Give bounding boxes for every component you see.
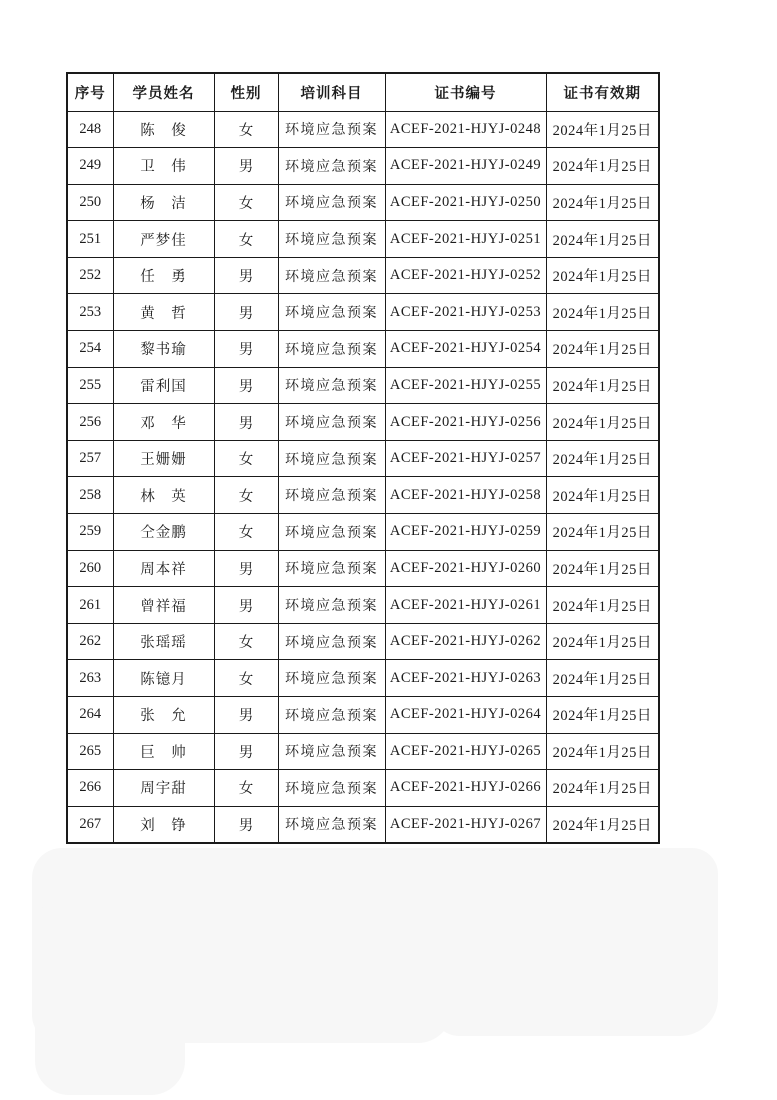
name-cell: 曾祥福 <box>113 587 214 624</box>
table-row <box>67 697 659 734</box>
cert-number-cell: ACEF-2021-HJYJ-0262 <box>385 623 546 660</box>
cert-number-cell: ACEF-2021-HJYJ-0252 <box>385 257 546 294</box>
cert-number-cell: ACEF-2021-HJYJ-0249 <box>385 148 546 185</box>
validity-cell: 2024年1月25日 <box>546 294 659 331</box>
cert-number-cell: ACEF-2021-HJYJ-0264 <box>385 697 546 734</box>
header-serial: 序号 <box>67 73 113 111</box>
header-validity: 证书有效期 <box>546 73 659 111</box>
table-row <box>67 623 659 660</box>
name-cell: 张瑶瑶 <box>113 623 214 660</box>
name-cell: 王姗姗 <box>113 440 214 477</box>
subject-cell: 环境应急预案 <box>278 550 385 587</box>
gender-cell: 女 <box>214 221 278 258</box>
subject-cell: 环境应急预案 <box>278 623 385 660</box>
validity-cell: 2024年1月25日 <box>546 514 659 551</box>
name-cell: 卫 伟 <box>113 148 214 185</box>
subject-cell: 环境应急预案 <box>278 294 385 331</box>
serial-cell: 265 <box>67 733 113 770</box>
validity-cell: 2024年1月25日 <box>546 257 659 294</box>
subject-cell: 环境应急预案 <box>278 587 385 624</box>
validity-cell: 2024年1月25日 <box>546 477 659 514</box>
gender-cell: 女 <box>214 111 278 148</box>
serial-cell: 254 <box>67 331 113 368</box>
cert-number-cell: ACEF-2021-HJYJ-0258 <box>385 477 546 514</box>
cert-number-cell: ACEF-2021-HJYJ-0251 <box>385 221 546 258</box>
table-row <box>67 660 659 697</box>
validity-cell: 2024年1月25日 <box>546 404 659 441</box>
certificate-table <box>66 72 660 844</box>
subject-cell: 环境应急预案 <box>278 770 385 807</box>
validity-cell: 2024年1月25日 <box>546 550 659 587</box>
gender-cell: 女 <box>214 440 278 477</box>
name-cell: 任 勇 <box>113 257 214 294</box>
gender-cell: 女 <box>214 660 278 697</box>
validity-cell: 2024年1月25日 <box>546 111 659 148</box>
validity-cell: 2024年1月25日 <box>546 623 659 660</box>
table-row <box>67 111 659 148</box>
validity-cell: 2024年1月25日 <box>546 660 659 697</box>
subject-cell: 环境应急预案 <box>278 331 385 368</box>
serial-cell: 248 <box>67 111 113 148</box>
serial-cell: 250 <box>67 184 113 221</box>
serial-cell: 259 <box>67 514 113 551</box>
subject-cell: 环境应急预案 <box>278 404 385 441</box>
subject-cell: 环境应急预案 <box>278 257 385 294</box>
gender-cell: 男 <box>214 294 278 331</box>
subject-cell: 环境应急预案 <box>278 697 385 734</box>
name-cell: 周宇甜 <box>113 770 214 807</box>
table-row <box>67 404 659 441</box>
name-cell: 黄 哲 <box>113 294 214 331</box>
validity-cell: 2024年1月25日 <box>546 221 659 258</box>
serial-cell: 253 <box>67 294 113 331</box>
erased-region-left-column <box>35 900 185 1095</box>
validity-cell: 2024年1月25日 <box>546 148 659 185</box>
table-row <box>67 331 659 368</box>
subject-cell: 环境应急预案 <box>278 440 385 477</box>
table-body <box>67 111 659 843</box>
table-row <box>67 550 659 587</box>
table-row <box>67 770 659 807</box>
subject-cell: 环境应急预案 <box>278 148 385 185</box>
name-cell: 林 英 <box>113 477 214 514</box>
serial-cell: 262 <box>67 623 113 660</box>
gender-cell: 男 <box>214 148 278 185</box>
name-cell: 雷利国 <box>113 367 214 404</box>
cert-number-cell: ACEF-2021-HJYJ-0259 <box>385 514 546 551</box>
gender-cell: 女 <box>214 770 278 807</box>
name-cell: 杨 洁 <box>113 184 214 221</box>
erased-region-right-lobe <box>430 866 718 1036</box>
validity-cell: 2024年1月25日 <box>546 184 659 221</box>
cert-number-cell: ACEF-2021-HJYJ-0267 <box>385 806 546 843</box>
table-row <box>67 477 659 514</box>
serial-cell: 260 <box>67 550 113 587</box>
serial-cell: 251 <box>67 221 113 258</box>
name-cell: 张 允 <box>113 697 214 734</box>
table-row <box>67 514 659 551</box>
serial-cell: 266 <box>67 770 113 807</box>
validity-cell: 2024年1月25日 <box>546 806 659 843</box>
gender-cell: 男 <box>214 587 278 624</box>
cert-number-cell: ACEF-2021-HJYJ-0250 <box>385 184 546 221</box>
validity-cell: 2024年1月25日 <box>546 733 659 770</box>
subject-cell: 环境应急预案 <box>278 367 385 404</box>
gender-cell: 男 <box>214 697 278 734</box>
cert-number-cell: ACEF-2021-HJYJ-0265 <box>385 733 546 770</box>
cert-number-cell: ACEF-2021-HJYJ-0248 <box>385 111 546 148</box>
gender-cell: 女 <box>214 514 278 551</box>
validity-cell: 2024年1月25日 <box>546 440 659 477</box>
subject-cell: 环境应急预案 <box>278 111 385 148</box>
name-cell: 陈镱月 <box>113 660 214 697</box>
table-row <box>67 587 659 624</box>
serial-cell: 261 <box>67 587 113 624</box>
gender-cell: 男 <box>214 404 278 441</box>
cert-number-cell: ACEF-2021-HJYJ-0253 <box>385 294 546 331</box>
serial-cell: 255 <box>67 367 113 404</box>
serial-cell: 258 <box>67 477 113 514</box>
serial-cell: 267 <box>67 806 113 843</box>
header-gender: 性别 <box>214 73 278 111</box>
cert-number-cell: ACEF-2021-HJYJ-0266 <box>385 770 546 807</box>
name-cell: 黎书瑜 <box>113 331 214 368</box>
gender-cell: 女 <box>214 184 278 221</box>
name-cell: 邓 华 <box>113 404 214 441</box>
serial-cell: 252 <box>67 257 113 294</box>
name-cell: 仝金鹏 <box>113 514 214 551</box>
subject-cell: 环境应急预案 <box>278 477 385 514</box>
cert-number-cell: ACEF-2021-HJYJ-0255 <box>385 367 546 404</box>
gender-cell: 男 <box>214 733 278 770</box>
subject-cell: 环境应急预案 <box>278 806 385 843</box>
subject-cell: 环境应急预案 <box>278 733 385 770</box>
table-row <box>67 257 659 294</box>
header-cert-number: 证书编号 <box>385 73 546 111</box>
validity-cell: 2024年1月25日 <box>546 770 659 807</box>
gender-cell: 男 <box>214 257 278 294</box>
gender-cell: 女 <box>214 477 278 514</box>
serial-cell: 256 <box>67 404 113 441</box>
name-cell: 刘 铮 <box>113 806 214 843</box>
table-row <box>67 367 659 404</box>
subject-cell: 环境应急预案 <box>278 221 385 258</box>
validity-cell: 2024年1月25日 <box>546 587 659 624</box>
table-header-row <box>67 73 659 111</box>
serial-cell: 249 <box>67 148 113 185</box>
table-row <box>67 148 659 185</box>
cert-number-cell: ACEF-2021-HJYJ-0263 <box>385 660 546 697</box>
validity-cell: 2024年1月25日 <box>546 697 659 734</box>
subject-cell: 环境应急预案 <box>278 660 385 697</box>
table-row <box>67 733 659 770</box>
validity-cell: 2024年1月25日 <box>546 331 659 368</box>
table-row <box>67 221 659 258</box>
name-cell: 巨 帅 <box>113 733 214 770</box>
cert-number-cell: ACEF-2021-HJYJ-0256 <box>385 404 546 441</box>
gender-cell: 男 <box>214 367 278 404</box>
cert-number-cell: ACEF-2021-HJYJ-0261 <box>385 587 546 624</box>
cert-number-cell: ACEF-2021-HJYJ-0257 <box>385 440 546 477</box>
name-cell: 周本祥 <box>113 550 214 587</box>
gender-cell: 女 <box>214 623 278 660</box>
serial-cell: 263 <box>67 660 113 697</box>
gender-cell: 男 <box>214 331 278 368</box>
name-cell: 陈 俊 <box>113 111 214 148</box>
table-row <box>67 184 659 221</box>
validity-cell: 2024年1月25日 <box>546 367 659 404</box>
table-row <box>67 440 659 477</box>
cert-number-cell: ACEF-2021-HJYJ-0260 <box>385 550 546 587</box>
subject-cell: 环境应急预案 <box>278 184 385 221</box>
serial-cell: 264 <box>67 697 113 734</box>
gender-cell: 男 <box>214 550 278 587</box>
subject-cell: 环境应急预案 <box>278 514 385 551</box>
header-name: 学员姓名 <box>113 73 214 111</box>
header-subject: 培训科目 <box>278 73 385 111</box>
name-cell: 严梦佳 <box>113 221 214 258</box>
gender-cell: 男 <box>214 806 278 843</box>
serial-cell: 257 <box>67 440 113 477</box>
table-row <box>67 806 659 843</box>
cert-number-cell: ACEF-2021-HJYJ-0254 <box>385 331 546 368</box>
table-row <box>67 294 659 331</box>
